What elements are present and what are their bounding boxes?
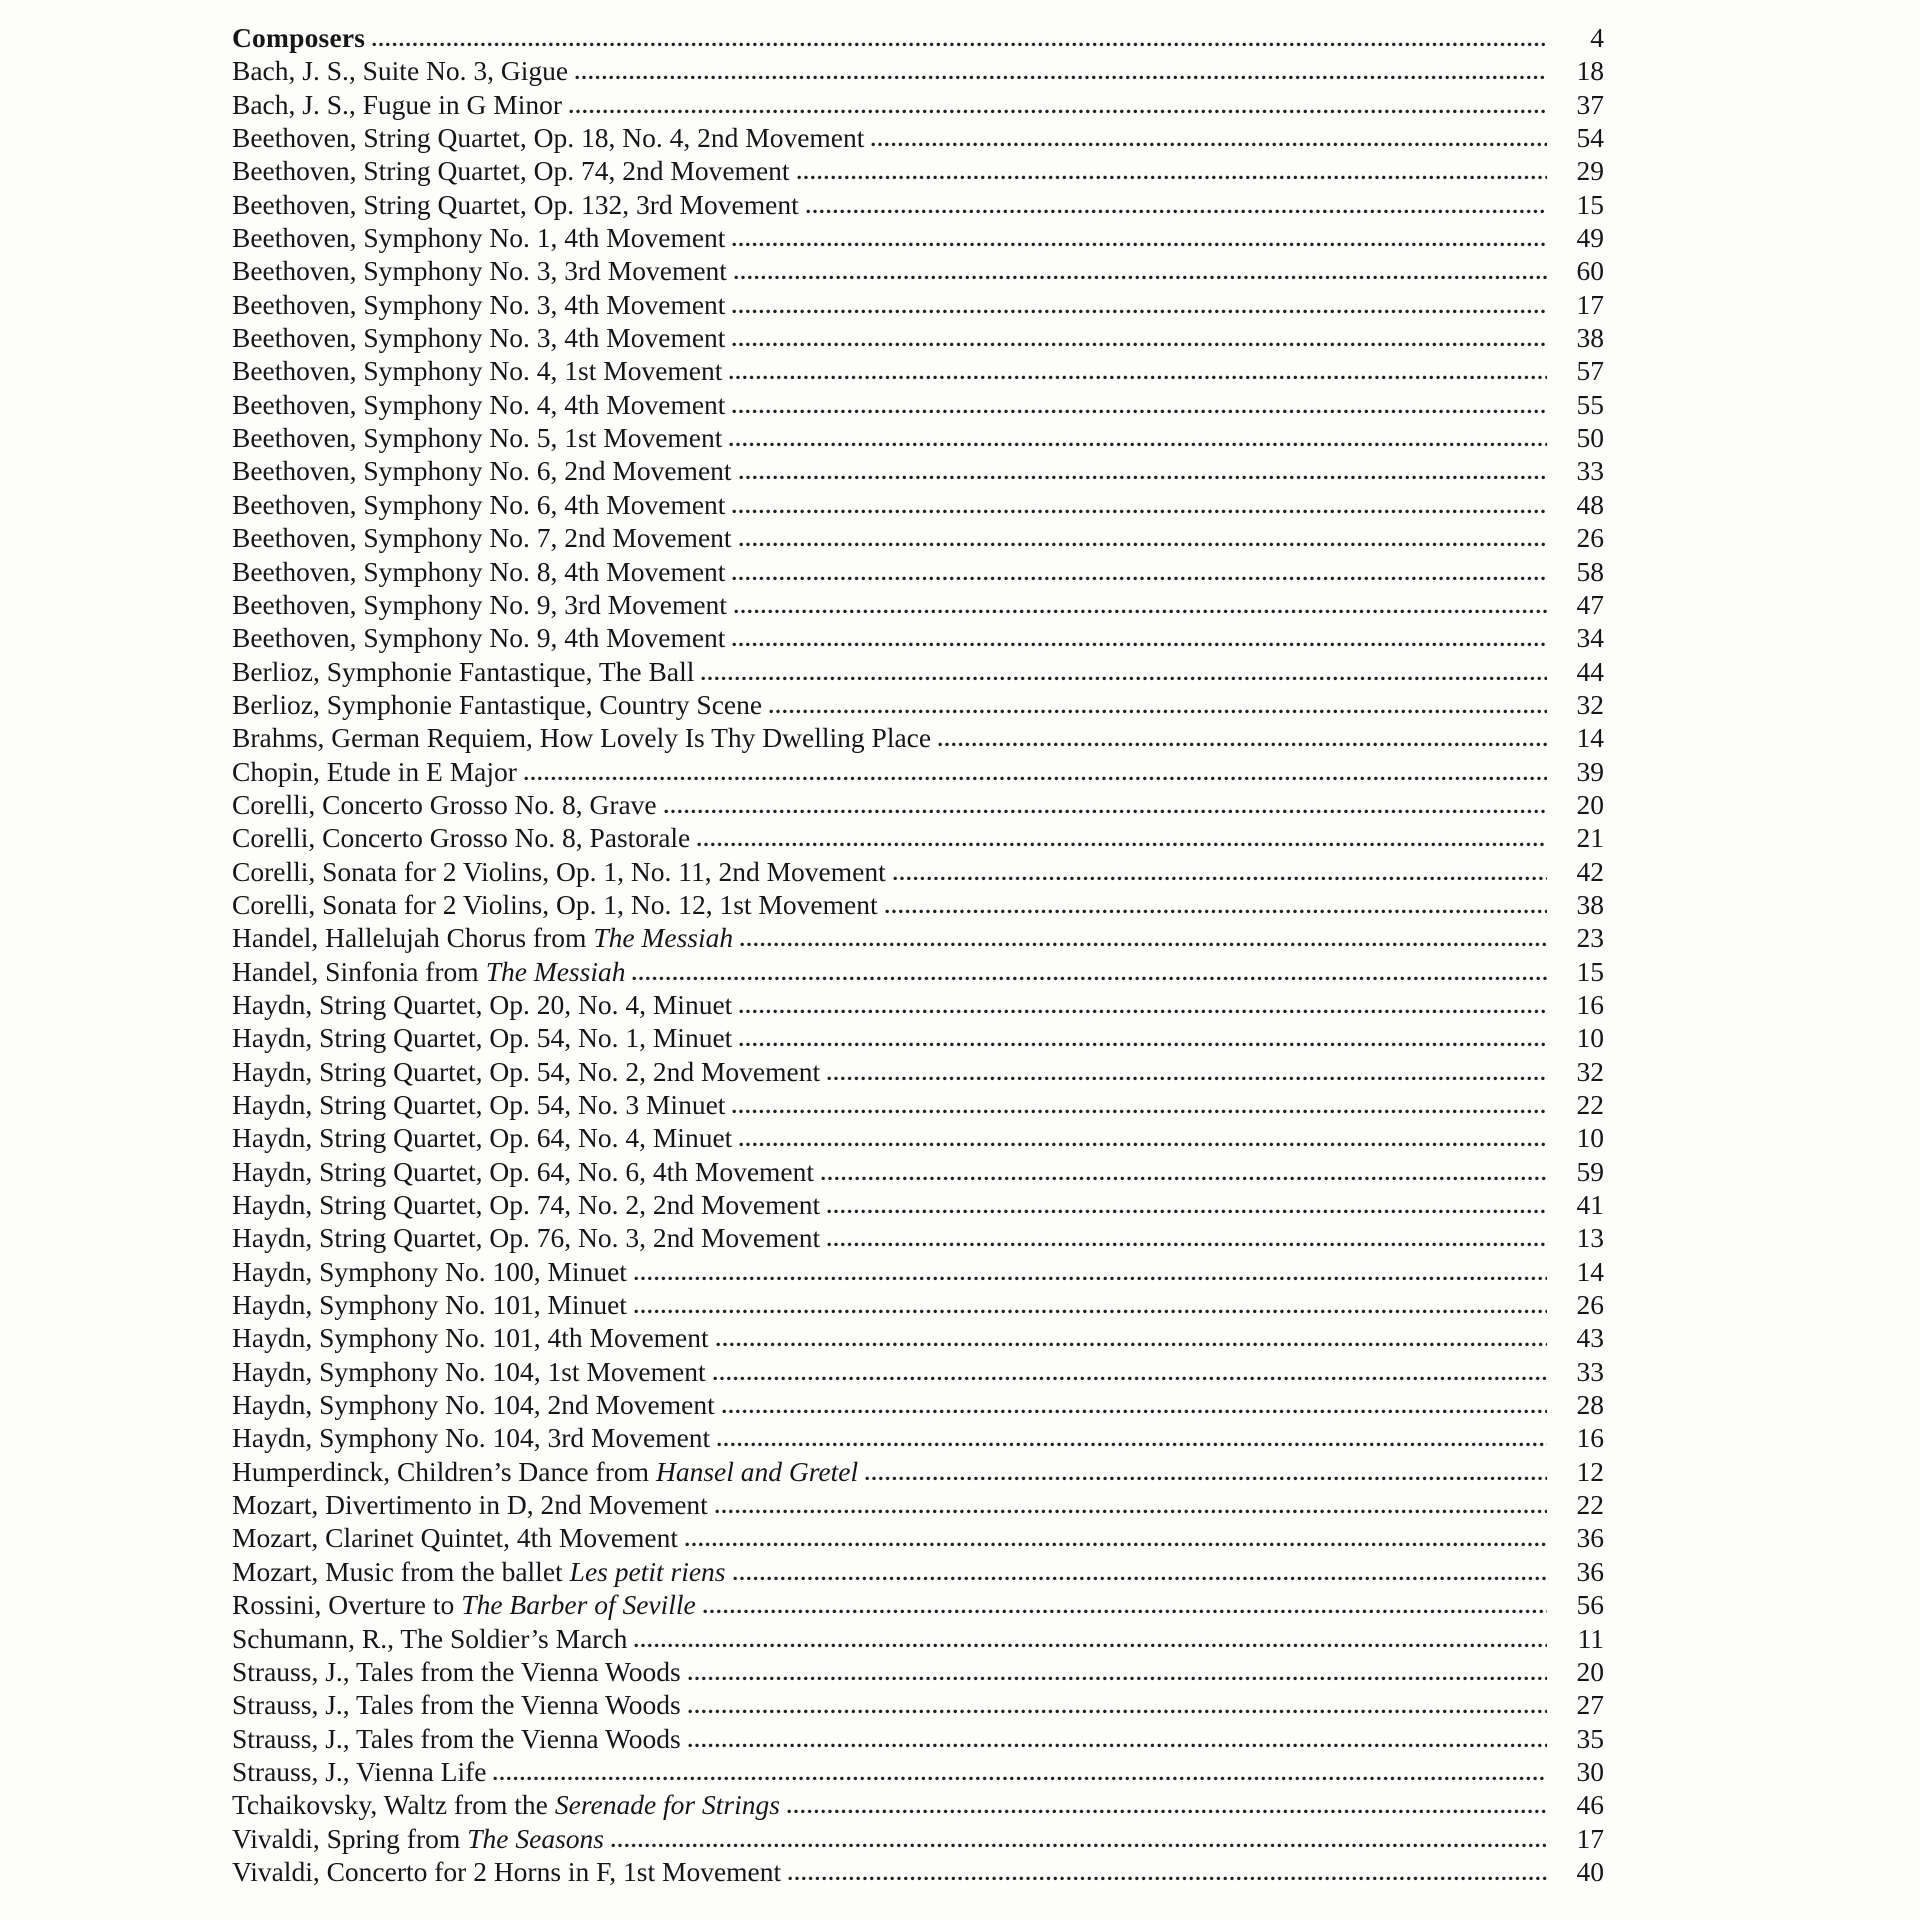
page-number: 35: [1576, 1722, 1604, 1754]
page-number: 14: [1576, 722, 1604, 754]
page-number: 36: [1576, 1522, 1604, 1554]
page-number: 36: [1576, 1555, 1604, 1587]
toc-row: [232, 88, 1604, 121]
toc-entry-title: Handel, Sinfonia from: [232, 955, 479, 987]
dot-leader: [700, 676, 1547, 681]
toc-row: [232, 321, 1604, 354]
toc-entry-title: Beethoven, Symphony No. 5, 1st Movement: [232, 422, 723, 454]
dot-leader: [739, 942, 1547, 947]
dot-leader: [864, 1476, 1547, 1481]
dot-leader: [731, 342, 1547, 347]
page-number: 57: [1576, 355, 1604, 387]
page-number: 43: [1576, 1322, 1604, 1354]
toc-row: [232, 921, 1604, 954]
toc-entry-title: Beethoven, String Quartet, Op. 18, No. 4, 2nd Movement: [232, 122, 865, 154]
toc-entry-title: Haydn, String Quartet, Op. 64, No. 6, 4th Movement: [232, 1155, 815, 1187]
dot-leader: [731, 576, 1547, 581]
toc-entry-title: Haydn, Symphony No. 104, 1st Movement: [232, 1355, 706, 1387]
page-number: 50: [1576, 422, 1604, 454]
toc-entry-title: Mozart, Clarinet Quintet, 4th Movement: [232, 1522, 679, 1554]
toc-row: [232, 1722, 1604, 1755]
toc-entry-title: Beethoven, Symphony No. 8, 4th Movement: [232, 555, 726, 587]
dot-leader: [492, 1776, 1547, 1781]
page-number: 17: [1576, 288, 1604, 320]
toc-entry-title: Haydn, String Quartet, Op. 54, No. 2, 2nd Movement: [232, 1055, 821, 1087]
dot-leader: [728, 442, 1547, 447]
dot-leader: [738, 1142, 1547, 1147]
page-number: 39: [1576, 755, 1604, 787]
page-number: 34: [1576, 622, 1604, 654]
page-number: 10: [1576, 1122, 1604, 1154]
page-number: 47: [1576, 588, 1604, 620]
page-number: 29: [1576, 155, 1604, 187]
page-number: 12: [1576, 1455, 1604, 1487]
toc-row: [232, 1221, 1604, 1254]
toc-row: [232, 1521, 1604, 1554]
toc-row: [232, 188, 1604, 221]
page-number: 10: [1576, 1022, 1604, 1054]
dot-leader: [738, 475, 1547, 480]
dot-leader: [687, 1743, 1547, 1748]
toc-row: [232, 21, 1604, 54]
toc-row: [232, 821, 1604, 854]
page-number: 58: [1576, 555, 1604, 587]
toc-row: [232, 1788, 1604, 1821]
toc-entry-title: Beethoven, Symphony No. 3, 3rd Movement: [232, 255, 727, 287]
toc-entry-title: Haydn, Symphony No. 101, Minuet: [232, 1289, 627, 1321]
page-number: 16: [1576, 988, 1604, 1020]
toc-row: [232, 421, 1604, 454]
dot-leader: [937, 742, 1547, 747]
dot-leader: [523, 776, 1547, 781]
page-number: 33: [1576, 455, 1604, 487]
dot-leader: [696, 842, 1547, 847]
dot-leader: [633, 1643, 1547, 1648]
toc-row: [232, 521, 1604, 554]
dot-leader: [731, 1109, 1547, 1114]
toc-entry-title: Brahms, German Requiem, How Lovely Is Thy Dwelling Place: [232, 722, 932, 754]
toc-entry-italic-title: The Messiah: [593, 922, 734, 954]
toc-entry-title: Corelli, Sonata for 2 Violins, Op. 1, No. 11, 2nd Movement: [232, 855, 886, 887]
toc-row: [232, 121, 1604, 154]
toc-row: [232, 555, 1604, 588]
toc-row: [232, 1288, 1604, 1321]
page-number: 21: [1576, 822, 1604, 854]
toc-entry-title: Beethoven, Symphony No. 4, 4th Movement: [232, 388, 726, 420]
toc-row: [232, 1655, 1604, 1688]
toc-row: [232, 855, 1604, 888]
dot-leader: [826, 1076, 1547, 1081]
toc-row: [232, 788, 1604, 821]
page-number: 13: [1576, 1222, 1604, 1254]
toc-entry-title: Haydn, Symphony No. 100, Minuet: [232, 1255, 627, 1287]
page-number: 15: [1576, 188, 1604, 220]
toc-entry-title: Chopin, Etude in E Major: [232, 755, 517, 787]
toc-entry-title: Haydn, Symphony No. 104, 3rd Movement: [232, 1422, 711, 1454]
page-number: 38: [1576, 888, 1604, 920]
toc-row: [232, 154, 1604, 187]
toc-entry-title: Strauss, J., Vienna Life: [232, 1755, 487, 1787]
page-number: 54: [1576, 122, 1604, 154]
dot-leader: [768, 709, 1547, 714]
toc-entry-title: Strauss, J., Tales from the Vienna Woods: [232, 1689, 681, 1721]
page-number: 59: [1576, 1155, 1604, 1187]
toc-list: [232, 21, 1604, 1888]
dot-leader: [712, 1376, 1547, 1381]
page-number: 33: [1576, 1355, 1604, 1387]
page-number: 56: [1576, 1589, 1604, 1621]
toc-entry-title: Beethoven, Symphony No. 3, 4th Movement: [232, 322, 726, 354]
dot-leader: [732, 1576, 1547, 1581]
toc-entry-title: Handel, Hallelujah Chorus from: [232, 922, 587, 954]
toc-entry-title: Tchaikovsky, Waltz from the: [232, 1789, 548, 1821]
dot-leader: [684, 1542, 1547, 1547]
toc-row: [232, 1321, 1604, 1354]
toc-row: [232, 621, 1604, 654]
toc-entry-title: Haydn, String Quartet, Op. 76, No. 3, 2nd Movement: [232, 1222, 821, 1254]
toc-entry-italic-title: The Seasons: [467, 1822, 605, 1854]
page-number: 15: [1576, 955, 1604, 987]
dot-leader: [731, 242, 1547, 247]
dot-leader: [702, 1609, 1547, 1614]
toc-entry-title: Vivaldi, Concerto for 2 Horns in F, 1st Movement: [232, 1855, 782, 1887]
toc-entry-title: Corelli, Concerto Grosso No. 8, Pastorale: [232, 822, 691, 854]
page-number: 27: [1576, 1689, 1604, 1721]
toc-entry-title: Mozart, Music from the ballet: [232, 1555, 563, 1587]
toc-entry-title: Strauss, J., Tales from the Vienna Woods: [232, 1655, 681, 1687]
page-number: 55: [1576, 388, 1604, 420]
toc-row: [232, 588, 1604, 621]
toc-entry-title: Haydn, String Quartet, Op. 20, No. 4, Minuet: [232, 988, 733, 1020]
toc-row: [232, 454, 1604, 487]
dot-leader: [716, 1442, 1547, 1447]
toc-entry-italic-title: The Messiah: [485, 955, 626, 987]
toc-entry-title: Haydn, String Quartet, Op. 74, No. 2, 2nd Movement: [232, 1189, 821, 1221]
dot-leader: [687, 1676, 1547, 1681]
dot-leader: [738, 1009, 1547, 1014]
page-number: 26: [1576, 1289, 1604, 1321]
dot-leader: [870, 142, 1547, 147]
page-number: 28: [1576, 1389, 1604, 1421]
toc-row: [232, 1021, 1604, 1054]
page-number: 37: [1576, 88, 1604, 120]
dot-leader: [820, 1176, 1547, 1181]
dot-leader: [738, 542, 1547, 547]
toc-row: [232, 755, 1604, 788]
toc-entry-title: Beethoven, Symphony No. 6, 2nd Movement: [232, 455, 732, 487]
toc-entry-italic-title: Les petit riens: [569, 1555, 726, 1587]
dot-leader: [733, 275, 1547, 280]
dot-leader: [631, 976, 1547, 981]
toc-entry-title: Beethoven, Symphony No. 4, 1st Movement: [232, 355, 723, 387]
page-number: 11: [1577, 1622, 1604, 1654]
dot-leader: [633, 1276, 1547, 1281]
toc-row: [232, 221, 1604, 254]
toc-entry-title: Strauss, J., Tales from the Vienna Woods: [232, 1722, 681, 1754]
toc-row: [232, 1388, 1604, 1421]
page-number: 38: [1576, 322, 1604, 354]
dot-leader: [687, 1709, 1547, 1714]
toc-row: [232, 54, 1604, 87]
dot-leader: [663, 809, 1547, 814]
page-number: 46: [1576, 1789, 1604, 1821]
toc-row: [232, 1455, 1604, 1488]
page-number: 20: [1576, 788, 1604, 820]
page-number: 41: [1576, 1189, 1604, 1221]
toc-entry-title: Mozart, Divertimento in D, 2nd Movement: [232, 1489, 708, 1521]
toc-row: [232, 1355, 1604, 1388]
toc-entry-title: Beethoven, String Quartet, Op. 132, 3rd Movement: [232, 188, 799, 220]
toc-row: [232, 1755, 1604, 1788]
toc-row: [232, 388, 1604, 421]
toc-row: [232, 688, 1604, 721]
toc-row: [232, 254, 1604, 287]
toc-entry-title: Corelli, Sonata for 2 Violins, Op. 1, No. 12, 1st Movement: [232, 888, 878, 920]
toc-row: [232, 1188, 1604, 1221]
toc-entry-italic-title: Serenade for Strings: [554, 1789, 780, 1821]
toc-entry-title: Rossini, Overture to: [232, 1589, 455, 1621]
toc-row: [232, 1255, 1604, 1288]
toc-row: [232, 1421, 1604, 1454]
dot-leader: [731, 509, 1547, 514]
toc-row: [232, 988, 1604, 1021]
dot-leader: [731, 642, 1547, 647]
toc-entry-title: Schumann, R., The Soldier’s March: [232, 1622, 628, 1654]
toc-row: [232, 1622, 1604, 1655]
page-number: 16: [1576, 1422, 1604, 1454]
page-number: 20: [1576, 1655, 1604, 1687]
dot-leader: [574, 75, 1547, 80]
dot-leader: [787, 1876, 1547, 1881]
page-number: 32: [1576, 688, 1604, 720]
toc-row: [232, 655, 1604, 688]
page-number: 4: [1590, 22, 1604, 53]
dot-leader: [826, 1242, 1547, 1247]
page-number: 44: [1576, 655, 1604, 687]
toc-entry-title: Beethoven, Symphony No. 3, 4th Movement: [232, 288, 726, 320]
page-number: 23: [1576, 922, 1604, 954]
dot-leader: [884, 909, 1547, 914]
toc-entry-title: Haydn, Symphony No. 101, 4th Movement: [232, 1322, 709, 1354]
page-number: 49: [1576, 222, 1604, 254]
page-number: 22: [1576, 1089, 1604, 1120]
page-number: 17: [1576, 1822, 1604, 1854]
toc-entry-title: Beethoven, String Quartet, Op. 74, 2nd Movement: [232, 155, 790, 187]
toc-row: [232, 721, 1604, 754]
page-number: 22: [1576, 1489, 1604, 1521]
toc-entry-title: Berlioz, Symphonie Fantastique, The Ball: [232, 655, 695, 687]
dot-leader: [371, 42, 1547, 47]
toc-entry-title: Beethoven, Symphony No. 7, 2nd Movement: [232, 522, 732, 554]
toc-row: [232, 1688, 1604, 1721]
toc-row: [232, 1055, 1604, 1088]
toc-entry-title: Bach, J. S., Suite No. 3, Gigue: [232, 55, 569, 87]
toc-entry-title: Composers: [232, 22, 366, 53]
toc-entry-title: Corelli, Concerto Grosso No. 8, Grave: [232, 788, 657, 820]
page-number: 18: [1576, 55, 1604, 87]
dot-leader: [892, 876, 1547, 881]
toc-row: [232, 1488, 1604, 1521]
page-number: 26: [1576, 522, 1604, 554]
dot-leader: [731, 409, 1547, 414]
toc-entry-title: Haydn, String Quartet, Op. 54, No. 3 Minuet: [232, 1089, 726, 1120]
toc-entry-title: Beethoven, Symphony No. 1, 4th Movement: [232, 222, 726, 254]
page-number: 60: [1576, 255, 1604, 287]
toc-row: [232, 1588, 1604, 1621]
dot-leader: [738, 1042, 1547, 1047]
toc-row: [232, 955, 1604, 988]
page-number: 42: [1576, 855, 1604, 887]
toc-row: [232, 1855, 1604, 1888]
toc-entry-title: Bach, J. S., Fugue in G Minor: [232, 88, 562, 120]
dot-leader: [633, 1309, 1547, 1314]
toc-row: [232, 1822, 1604, 1855]
toc-entry-title: Vivaldi, Spring from: [232, 1822, 461, 1854]
toc-entry-title: Beethoven, Symphony No. 9, 4th Movement: [232, 622, 726, 654]
toc-row: [232, 354, 1604, 387]
dot-leader: [786, 1809, 1547, 1814]
toc-row: [232, 1121, 1604, 1154]
dot-leader: [826, 1209, 1547, 1214]
toc-row: [232, 288, 1604, 321]
dot-leader: [610, 1843, 1547, 1848]
page-number: 48: [1576, 488, 1604, 520]
dot-leader: [733, 609, 1547, 614]
toc-entry-title: Haydn, Symphony No. 104, 2nd Movement: [232, 1389, 715, 1421]
toc-entry-italic-title: Hansel and Gretel: [655, 1455, 859, 1487]
page-number: 30: [1576, 1755, 1604, 1787]
dot-leader: [731, 309, 1547, 314]
toc-row: [232, 488, 1604, 521]
toc-row: [232, 1155, 1604, 1188]
dot-leader: [721, 1409, 1547, 1414]
toc-row: [232, 1555, 1604, 1588]
page-number: 40: [1576, 1855, 1604, 1887]
toc-entry-title: Haydn, String Quartet, Op. 54, No. 1, Minuet: [232, 1022, 733, 1054]
dot-leader: [796, 175, 1547, 180]
toc-entry-italic-title: The Barber of Seville: [461, 1589, 696, 1621]
toc-entry-title: Beethoven, Symphony No. 9, 3rd Movement: [232, 588, 727, 620]
dot-leader: [568, 109, 1547, 114]
dot-leader: [714, 1509, 1547, 1514]
toc-row: [232, 888, 1604, 921]
toc-entry-title: Humperdinck, Children’s Dance from: [232, 1455, 649, 1487]
page-number: 32: [1576, 1055, 1604, 1087]
toc-row: [232, 1088, 1604, 1121]
toc-entry-title: Berlioz, Symphonie Fantastique, Country Scene: [232, 688, 763, 720]
toc-entry-title: Beethoven, Symphony No. 6, 4th Movement: [232, 488, 726, 520]
toc-entry-title: Haydn, String Quartet, Op. 64, No. 4, Minuet: [232, 1122, 733, 1154]
dot-leader: [728, 375, 1547, 380]
dot-leader: [715, 1342, 1547, 1347]
dot-leader: [805, 209, 1547, 214]
page-number: 14: [1576, 1255, 1604, 1287]
